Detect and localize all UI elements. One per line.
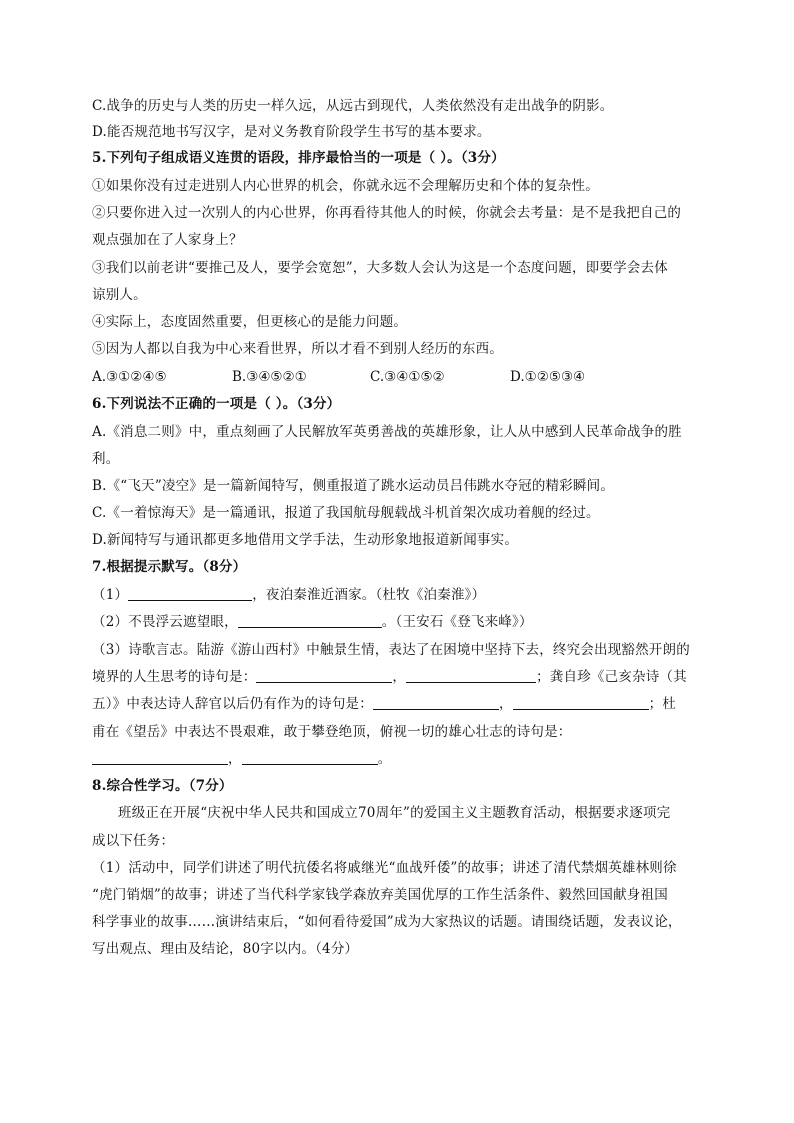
sentence-2a: ②只要你进入过一次别人的内心世界，你再看待其他人的时候，你就会去考量：是不是我把自己的 [92,205,682,221]
q6-option-b: B.《“飞天”凌空》是一篇新闻特写，侧重报道了跳水运动员吕伟跳水夺冠的精彩瞬间。 [92,478,615,494]
comma: ， [498,696,513,712]
answer-blank[interactable] [128,586,252,601]
q7-3c-prefix: 五）》中表达诗人辞官以后仍有作为的诗句是： [92,696,373,712]
q6-option-a-1: A.《消息二则》中，重点刻画了人民解放军英勇善战的英雄形象，让人从中感到人民革命战争的胜 [92,424,682,440]
answer-blank[interactable] [242,750,378,765]
question-7-title: 7.根据提示默写。（8分） [92,559,247,575]
q5-option-c: C.③④①⑤② [370,369,445,385]
q7-1-prefix: （1） [92,587,129,603]
q8-item-1b: “虎门销烟”的故事；讲述了当代科学家钱学森放弃美国优厚的工作生活条件、毅然回国献身祖国 [92,887,668,903]
q7-2-suffix: 。（王安石《登飞来峰》） [381,614,533,630]
q7-item-2 [92,612,533,632]
comma: ， [392,669,407,685]
answer-blank[interactable] [92,750,228,765]
q8-item-1a: （1）活动中，同学们讲述了明代抗倭名将戚继光“血战歼倭”的故事；讲述了清代禁烟英雄林则徐 [92,860,677,876]
period: 。 [377,751,392,767]
q5-option-d: D.①②⑤③④ [510,369,586,385]
question-6-title: 6.下列说法不正确的一项是（ ）。（3分） [92,396,341,412]
sentence-3a: ③我们以前老讲“要推己及人，要学会宽恕”，大多数人会认为这是一个态度问题，即要学会去体 [92,260,668,276]
q7-2-prefix: （2）不畏浮云遮望眼， [92,614,238,630]
q7-1-suffix: ，夜泊秦淮近酒家。（杜牧《泊秦淮》） [252,587,486,603]
sentence-2b: 观点强加在了人家身上？ [92,232,243,248]
answer-blank[interactable] [373,695,499,710]
q8-item-1c: 科学事业的故事……演讲结束后，“如何看待爱国”成为大家热议的话题。请围绕话题，发表议论， [92,914,682,930]
q8-intro-a: 班级正在开展“庆祝中华人民共和国成立70周年”的爱国主义主题教育活动，根据要求逐项完 [118,805,671,821]
q8-item-1d: 写出观点、理由及结论，80字以内。（4分） [92,941,359,957]
q7-3b-prefix: 境界的人生思考的诗句是： [92,669,257,685]
q7-item-1 [92,585,485,605]
q5-option-a: A.③①②④⑤ [92,369,167,385]
q6-option-a-2: 利。 [92,451,120,467]
sentence-1: ①如果你没有过走进别人内心世界的机会，你就永远不会理解历史和个体的复杂性。 [92,178,599,194]
comma: ， [228,751,242,767]
q7-item-3e [92,749,391,769]
q7-item-3a: （3）诗歌言志。陆游《游山西村》中触景生情，表达了在困境中坚持下去，终究会出现豁然开朗的 [92,642,690,658]
q5-option-b: B.③④⑤②① [232,369,307,385]
q7-3c-suffix: ；杜 [648,696,677,712]
sentence-5: ⑤因为人都以自我为中心来看世界，所以才看不到别人经历的东西。 [92,341,503,357]
option-d-line: D.能否规范地书写汉字，是对义务教育阶段学生书写的基本要求。 [92,124,491,140]
q6-option-d: D.新闻特写与通讯都更多地借用文学手法，生动形象地报道新闻事实。 [92,532,519,548]
q7-item-3c [92,694,676,714]
q8-intro-b: 成以下任务： [92,833,175,849]
sentence-4: ④实际上，态度固然重要，但更核心的是能力问题。 [92,314,408,330]
q7-item-3d: 甫在《望岳》中表达不畏艰难，敢于攀登绝顶，俯视一切的雄心壮志的诗句是： [92,724,572,740]
q7-3b-suffix: ；龚自珍《己亥杂诗（其 [536,669,687,685]
sentence-3b: 谅别人。 [92,287,147,303]
answer-blank[interactable] [513,695,649,710]
answer-blank[interactable] [238,613,382,628]
q6-option-c: C.《一着惊海天》是一篇通讯，报道了我国航母舰载战斗机首架次成功着舰的经过。 [92,505,600,521]
q7-item-3b [92,667,687,687]
question-8-title: 8.综合性学习。（7分） [92,778,233,794]
question-5-title: 5.下列句子组成语义连贯的语段，排序最恰当的一项是（ ）。（3分） [92,150,505,166]
answer-blank[interactable] [256,668,392,683]
answer-blank[interactable] [406,668,536,683]
option-c-line: C.战争的历史与人类的历史一样久远，从远古到现代，人类依然没有走出战争的阴影。 [92,98,614,114]
